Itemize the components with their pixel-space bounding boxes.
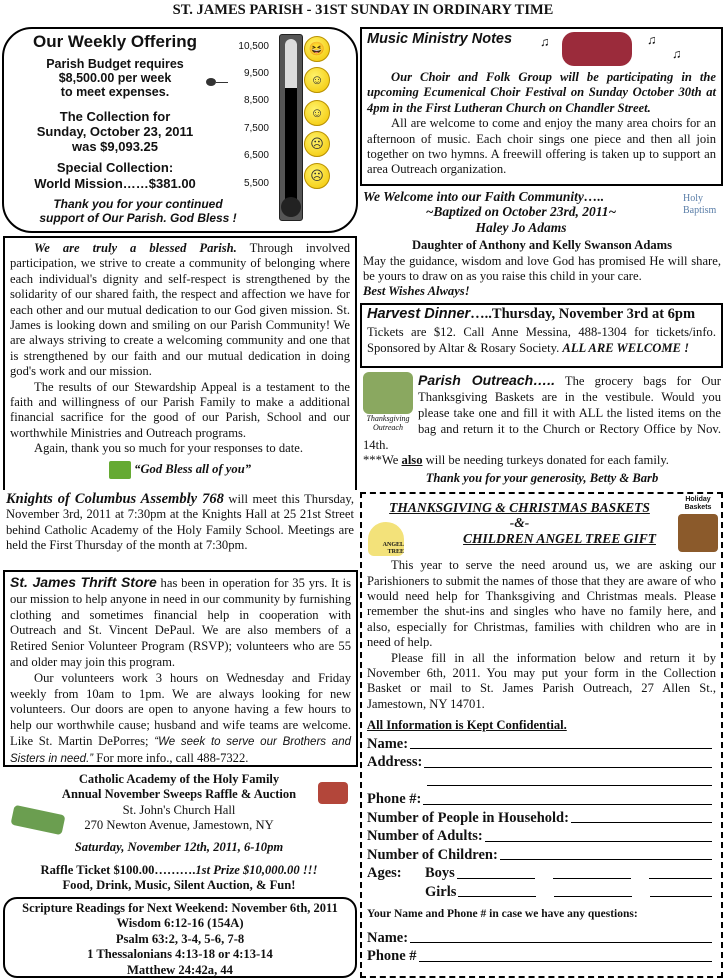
thrift-store-box — [3, 570, 358, 767]
collection-amount: was $9,093.25 — [71, 139, 159, 154]
music-title: Music Ministry Notes — [367, 31, 513, 47]
contact-prompt: Your Name and Phone # in case we have any questions: — [367, 908, 638, 921]
badge-text: Outreach — [373, 423, 403, 432]
badge-text: Holiday Baskets — [684, 496, 712, 511]
thrift-title: St. James Thrift Store — [10, 574, 157, 590]
raffle-title: Annual November Sweeps Raffle & Auction — [61, 787, 297, 802]
outreach-note: ***We — [363, 453, 402, 467]
raffle-venue: St. John's Church Hall — [122, 802, 236, 817]
scale-label: 5,500 — [243, 178, 269, 189]
raffle-prize: 1st Prize $10,000.00 !!! — [195, 863, 318, 878]
scale-label: 7,500 — [243, 123, 269, 134]
harvest-details: Tickets are $12. Call Anne Messina, 488-1304 for tickets/info. Sponsored by Altar & Rosary Society. — [367, 325, 716, 355]
holy-baptism-icon — [683, 193, 721, 217]
budget-line: Parish Budget requires — [46, 57, 184, 71]
harvest-welcome: ALL ARE WELCOME ! — [562, 340, 689, 355]
address-field[interactable] — [367, 752, 716, 771]
blessed-lead: We are truly a blessed Parish. — [34, 241, 237, 255]
baptism-date: ~Baptized on October 23rd, 2011~ — [425, 204, 617, 220]
bible-cross-icon — [318, 782, 348, 804]
baptism-section — [363, 189, 721, 300]
knights-text: will meet this Thursday, November 3rd, 2011 at 7:30pm at the Knights Hall at 25 21st Street behind Catholic Academy of the Holy Family School. Meetings are held the First Thursday of the month at 7:30pm. — [6, 492, 354, 553]
address-field-line-2[interactable] — [367, 771, 716, 790]
raffle-section — [0, 772, 358, 894]
thanks-line: Thank you for your continued — [53, 197, 223, 211]
pointer-arrow-icon — [206, 78, 216, 86]
harvest-dinner-box — [360, 303, 723, 368]
special-collection-label: Special Collection: — [56, 160, 174, 175]
sad-face-icon: ☹ — [304, 163, 330, 189]
music-paragraph: All are welcome to come and enjoy the many area choirs for an afternoon of music. Each choir sings one piece and then all join together on two hymns. A freewill offering is taken up to support an area Outreach organization. — [367, 116, 716, 177]
knights-title: Knights of Columbus Assembly 768 — [6, 491, 224, 507]
field-label: Girls — [425, 883, 457, 900]
music-ministry-box — [360, 27, 723, 186]
offering-title: Our Weekly Offering — [32, 32, 198, 51]
raffle-activities: Food, Drink, Music, Silent Auction, & Fun! — [62, 878, 296, 893]
raffle-ticket-price: Raffle Ticket $100.00………. — [40, 863, 196, 878]
weekly-offering-box — [2, 27, 358, 233]
phone-field[interactable] — [367, 789, 716, 808]
outreach-thanks: Thank you for your generosity, Betty & Barb — [425, 471, 659, 486]
reading: Wisdom 6:12-16 (154A) — [116, 916, 244, 931]
adults-field[interactable] — [367, 826, 716, 845]
raffle-org: Catholic Academy of the Holy Family — [78, 772, 280, 786]
angel-tree-icon: ANGEL TREE — [368, 522, 404, 556]
baptized-name: Haley Jo Adams — [475, 219, 567, 235]
girls-ages-field[interactable] — [367, 882, 716, 901]
field-label: Boys — [425, 865, 455, 882]
household-field[interactable] — [367, 808, 716, 827]
scale-label: 6,500 — [243, 150, 269, 161]
budget-line: $8,500.00 per week — [58, 71, 172, 85]
music-paragraph: Our Choir and Folk Group will be participating in the upcoming Ecumenical Choir Festival on Sunday October 30th at 4pm in the First Lutheran Church on Chandler Street. — [367, 70, 716, 115]
harvest-date: …..Thursday, November 3rd at 6pm — [470, 306, 696, 322]
field-label: Address: — [367, 754, 423, 771]
schoolhouse-icon — [109, 461, 131, 479]
scripture-title: Scripture Readings for Next Weekend: November 6th, 2011 — [22, 901, 338, 915]
angel-tree-title: CHILDREN ANGEL TREE GIFT — [463, 530, 656, 546]
reading: 1 Thessalonians 4:13-18 or 4:13-14 — [87, 947, 273, 962]
grinning-face-icon: ☺ — [304, 67, 330, 93]
parents: Daughter of Anthony and Kelly Swanson Adams — [411, 238, 673, 253]
badge-text: Thanksgiving — [366, 414, 410, 423]
scale-label: 8,500 — [243, 95, 269, 106]
baskets-form-box — [360, 492, 723, 978]
thrift-quote: “We seek to serve our Brothers and Sisters in need.” — [10, 735, 351, 765]
field-label: Phone #: — [367, 791, 422, 808]
thermometer-fill — [285, 88, 297, 207]
outreach-note: will be needing turkeys donated for each family. — [422, 453, 669, 467]
thanks-paragraph: Again, thank you so much for your responses to date. — [34, 441, 303, 456]
knights-section — [6, 492, 354, 554]
special-collection-amount: World Mission……$381.00 — [34, 175, 196, 191]
blessed-parish-box — [3, 236, 357, 490]
field-label: Phone # — [367, 948, 417, 965]
collection-line: Sunday, October 23, 2011 — [36, 124, 194, 139]
choir-singers-icon — [562, 32, 632, 66]
harvest-title: Harvest Dinner — [367, 306, 471, 322]
outreach-text: The grocery bags for Our Thanksgiving Baskets are in the vestibule. Would you please take one and fill it with ALL the listed items on the bag and return it to the Church or Rectory Office by Nov. 14th. — [363, 374, 722, 452]
collection-line: The Collection for — [59, 109, 171, 124]
raffle-date: Saturday, November 12th, 2011, 6-10pm — [74, 839, 284, 854]
badge-text: Holy — [683, 193, 703, 204]
reading: Matthew 24:42a, 44 — [127, 962, 233, 977]
confidential-note: All Information is Kept Confidential. — [367, 718, 567, 733]
music-note-icon: ♫ — [672, 47, 682, 61]
raffle-address: 270 Newton Avenue, Jamestown, NY — [84, 818, 274, 833]
boys-ages-field[interactable] — [367, 863, 716, 882]
badge-text: Baptism — [683, 205, 717, 216]
children-field[interactable] — [367, 845, 716, 864]
contact-phone-field[interactable] — [367, 946, 716, 965]
scale-label: 10,500 — [238, 41, 269, 52]
field-label: Name: — [367, 735, 409, 752]
holiday-baskets-icon — [678, 496, 718, 552]
page-title: ST. JAMES PARISH - 31ST SUNDAY IN ORDINARY TIME — [172, 2, 554, 18]
baskets-paragraph: This year to serve the need around us, we are asking our Parishioners to submit the names of those that they are aware of who would need help for Thanksgiving and Christmas meals. Please remember the shut-ins and singles who have no family here, and also, especially for Christmas, families with children who are in need of help. — [367, 558, 716, 650]
thrift-paragraph: Our volunteers work 3 hours on Wednesday and Friday weekly from 10am to 1pm. We are always looking for new volunteers. Our doors are open to anyone having a few hours to help our worthwhile cause; husband and wife teams are welcome. Like St. Martin DePorres; — [10, 670, 351, 748]
baptism-blessing: May the guidance, wisdom and love God has promised He will share, be yours to draw on as you raise this child in your care. — [363, 253, 721, 284]
thrift-paragraph: has been in operation for 35 yrs. It is our mission to help anyone in need in our community by furnishing clothing and sometimes financial help in cooperation with Outreach and St. Vincent DePaul. We are also members of a Retired Senior Volunteer Program (RSVP); volunteers who are 55 and older may join this program. — [10, 576, 351, 669]
frowning-face-icon: ☹ — [304, 131, 330, 157]
reading: Psalm 63:2, 3-4, 5-6, 7-8 — [115, 931, 245, 946]
laughing-face-icon: 😆 — [304, 36, 330, 62]
offering-thermometer — [279, 34, 303, 221]
contact-name-field[interactable] — [367, 928, 716, 947]
thrift-contact: For more info., call 488-7322. — [93, 750, 249, 765]
field-label: Ages: — [367, 865, 402, 882]
music-note-icon: ♫ — [647, 33, 657, 47]
name-field[interactable] — [367, 734, 716, 753]
blessing-text: “God Bless all of you” — [134, 461, 251, 476]
thanks-line: support of Our Parish. God Bless ! — [39, 211, 237, 225]
thanksgiving-outreach-icon — [363, 372, 413, 434]
field-label: Number of Adults: — [367, 828, 483, 845]
stewardship-paragraph: The results of our Stewardship Appeal is a testament to the faith and willingness of our Parish Family to make a additional financial sacrifice for the good of our Parish, School and our worthwhile Ministries and Outreach programs. — [10, 379, 350, 440]
music-note-icon: ♫ — [540, 35, 550, 49]
blessed-paragraph: Through involved participation, we strive to create a community of belonging where each individual's dignity and self-respect is strengthened by the solidarity of our shared faith, the respect and affection we have for each other and our mutual dedication to our God given mission. St. James is looking down and smiling on our Parish Community! We are always striving to create a welcoming community and one that is strengthened by our faith and our mutual dedication in doing god's work and our mission. — [10, 241, 350, 379]
field-label: Number of Children: — [367, 846, 498, 863]
field-label: Number of People in Household: — [367, 809, 569, 826]
outreach-note-emphasis: also — [401, 453, 423, 467]
baskets-ampersand: -&- — [509, 515, 530, 531]
scale-label: 9,500 — [243, 68, 269, 79]
outreach-title: Parish Outreach….. — [418, 372, 555, 388]
best-wishes: Best Wishes Always! — [363, 284, 470, 299]
field-label: Name: — [367, 929, 409, 946]
scripture-box — [3, 897, 357, 978]
budget-line: to meet expenses. — [60, 85, 170, 99]
smiling-face-icon: ☺ — [304, 100, 330, 126]
outreach-section — [363, 372, 721, 487]
baskets-title: THANKSGIVING & CHRISTMAS BASKETS — [389, 500, 650, 515]
welcome-title: We Welcome into our Faith Community….. — [363, 189, 605, 204]
baskets-paragraph: Please fill in all the information below and return it by November 6th, 2011. You may put your form in the Collection Basket or mail to St. James Parish Outreach, 27 Allen St., Jamestown, NY 14701. — [367, 650, 716, 711]
